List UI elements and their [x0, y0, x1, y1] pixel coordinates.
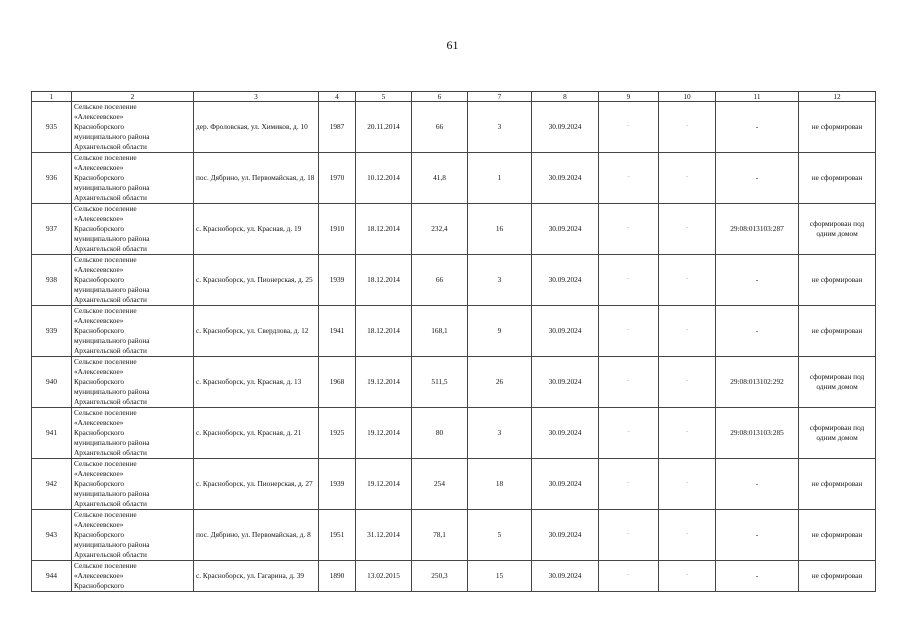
column-header: 12: [799, 92, 876, 102]
land-plot-status-cell: не сформирован: [799, 561, 876, 592]
date-cell: 19.12.2014: [356, 459, 412, 510]
address-cell: пос. Дябрино, ул. Первомайская, д. 18: [194, 153, 319, 204]
year-built-cell: 1987: [319, 102, 356, 153]
deadline-cell: 30.09.2024: [532, 357, 599, 408]
table-row: [32, 357, 876, 408]
residents-cell: 16: [468, 204, 532, 255]
settlement-cell: Сельское поселение «Алексеевское» Красноборского муниципального района Архангельской области: [72, 510, 194, 561]
address-cell: пос. Дябрино, ул. Первомайская, д. 8: [194, 510, 319, 561]
area-cell: 511,5: [412, 357, 468, 408]
year-built-cell: 1939: [319, 255, 356, 306]
column-header: 3: [194, 92, 319, 102]
column-9-cell: -: [599, 102, 659, 153]
column-10-cell: -: [659, 153, 716, 204]
table-row: [32, 153, 876, 204]
column-10-cell: -: [659, 459, 716, 510]
area-cell: 254: [412, 459, 468, 510]
settlement-cell: Сельское поселение «Алексеевское» Красноборского муниципального района Архангельской области: [72, 357, 194, 408]
settlement-cell: Сельское поселение «Алексеевское» Красноборского муниципального района Архангельской области: [72, 102, 194, 153]
area-cell: 78,1: [412, 510, 468, 561]
table-row: [32, 561, 876, 592]
land-plot-status-cell: сформирован под одним домом: [799, 357, 876, 408]
area-cell: 66: [412, 255, 468, 306]
address-cell: дер. Фроловская, ул. Химиков, д. 10: [194, 102, 319, 153]
cadastral-number-cell: 29:08:013103:287: [716, 204, 799, 255]
cadastral-number-cell: 29:08:013103:285: [716, 408, 799, 459]
area-cell: 41,8: [412, 153, 468, 204]
row-number-cell: 938: [32, 255, 72, 306]
settlement-cell: Сельское поселение «Алексеевское» Красноборского муниципального района Архангельской области: [72, 306, 194, 357]
settlement-cell: Сельское поселение «Алексеевское» Красноборского: [72, 561, 194, 592]
year-built-cell: 1939: [319, 459, 356, 510]
date-cell: 20.11.2014: [356, 102, 412, 153]
settlement-cell: Сельское поселение «Алексеевское» Красноборского муниципального района Архангельской области: [72, 459, 194, 510]
residents-cell: 1: [468, 153, 532, 204]
column-header: 10: [659, 92, 716, 102]
row-number-cell: 939: [32, 306, 72, 357]
area-cell: 250,3: [412, 561, 468, 592]
date-cell: 18.12.2014: [356, 204, 412, 255]
table-row: [32, 459, 876, 510]
address-cell: с. Красноборск, ул. Гагарина, д. 39: [194, 561, 319, 592]
housing-register-table: [31, 91, 876, 592]
land-plot-status-cell: сформирован под одним домом: [799, 408, 876, 459]
column-10-cell: -: [659, 510, 716, 561]
residents-cell: 18: [468, 459, 532, 510]
year-built-cell: 1890: [319, 561, 356, 592]
cadastral-number-cell: -: [716, 510, 799, 561]
table-row: [32, 204, 876, 255]
year-built-cell: 1941: [319, 306, 356, 357]
column-9-cell: -: [599, 510, 659, 561]
address-cell: с. Красноборск, ул. Красная, д. 21: [194, 408, 319, 459]
column-header: 1: [32, 92, 72, 102]
deadline-cell: 30.09.2024: [532, 306, 599, 357]
residents-cell: 3: [468, 255, 532, 306]
date-cell: 19.12.2014: [356, 357, 412, 408]
land-plot-status-cell: не сформирован: [799, 102, 876, 153]
cadastral-number-cell: -: [716, 561, 799, 592]
year-built-cell: 1925: [319, 408, 356, 459]
column-header: 9: [599, 92, 659, 102]
date-cell: 18.12.2014: [356, 306, 412, 357]
table-row: [32, 102, 876, 153]
page-number: 61: [446, 38, 459, 52]
area-cell: 66: [412, 102, 468, 153]
row-number-cell: 936: [32, 153, 72, 204]
column-9-cell: -: [599, 255, 659, 306]
column-9-cell: -: [599, 561, 659, 592]
area-cell: 80: [412, 408, 468, 459]
land-plot-status-cell: не сформирован: [799, 255, 876, 306]
column-number-row: [32, 92, 876, 102]
table-row: [32, 510, 876, 561]
date-cell: 18.12.2014: [356, 255, 412, 306]
address-cell: с. Красноборск, ул. Красная, д. 19: [194, 204, 319, 255]
column-9-cell: -: [599, 408, 659, 459]
column-header: 8: [532, 92, 599, 102]
row-number-cell: 944: [32, 561, 72, 592]
address-cell: с. Красноборск, ул. Свердлова, д. 12: [194, 306, 319, 357]
date-cell: 31.12.2014: [356, 510, 412, 561]
column-9-cell: -: [599, 306, 659, 357]
address-cell: с. Красноборск, ул. Пионерская, д. 27: [194, 459, 319, 510]
column-header: 11: [716, 92, 799, 102]
deadline-cell: 30.09.2024: [532, 153, 599, 204]
settlement-cell: Сельское поселение «Алексеевское» Красноборского муниципального района Архангельской области: [72, 153, 194, 204]
column-10-cell: -: [659, 102, 716, 153]
year-built-cell: 1968: [319, 357, 356, 408]
area-cell: 232,4: [412, 204, 468, 255]
residents-cell: 15: [468, 561, 532, 592]
column-9-cell: -: [599, 204, 659, 255]
table-row: [32, 306, 876, 357]
column-9-cell: -: [599, 357, 659, 408]
column-header: 5: [356, 92, 412, 102]
settlement-cell: Сельское поселение «Алексеевское» Красноборского муниципального района Архангельской области: [72, 204, 194, 255]
column-10-cell: -: [659, 408, 716, 459]
column-header: 2: [72, 92, 194, 102]
deadline-cell: 30.09.2024: [532, 408, 599, 459]
residents-cell: 3: [468, 408, 532, 459]
address-cell: с. Красноборск, ул. Пионерская, д. 25: [194, 255, 319, 306]
table-row: [32, 255, 876, 306]
row-number-cell: 943: [32, 510, 72, 561]
row-number-cell: 942: [32, 459, 72, 510]
column-10-cell: -: [659, 357, 716, 408]
residents-cell: 9: [468, 306, 532, 357]
row-number-cell: 941: [32, 408, 72, 459]
residents-cell: 3: [468, 102, 532, 153]
cadastral-number-cell: -: [716, 102, 799, 153]
column-header: 7: [468, 92, 532, 102]
deadline-cell: 30.09.2024: [532, 510, 599, 561]
column-10-cell: -: [659, 204, 716, 255]
deadline-cell: 30.09.2024: [532, 459, 599, 510]
year-built-cell: 1910: [319, 204, 356, 255]
settlement-cell: Сельское поселение «Алексеевское» Красноборского муниципального района Архангельской области: [72, 408, 194, 459]
residents-cell: 5: [468, 510, 532, 561]
land-plot-status-cell: не сформирован: [799, 153, 876, 204]
deadline-cell: 30.09.2024: [532, 102, 599, 153]
cadastral-number-cell: -: [716, 255, 799, 306]
address-cell: с. Красноборск, ул. Красная, д. 13: [194, 357, 319, 408]
date-cell: 10.12.2014: [356, 153, 412, 204]
land-plot-status-cell: не сформирован: [799, 306, 876, 357]
row-number-cell: 937: [32, 204, 72, 255]
date-cell: 19.12.2014: [356, 408, 412, 459]
column-9-cell: -: [599, 459, 659, 510]
land-plot-status-cell: не сформирован: [799, 510, 876, 561]
year-built-cell: 1970: [319, 153, 356, 204]
row-number-cell: 940: [32, 357, 72, 408]
year-built-cell: 1951: [319, 510, 356, 561]
date-cell: 13.02.2015: [356, 561, 412, 592]
cadastral-number-cell: 29:08:013102:292: [716, 357, 799, 408]
area-cell: 168,1: [412, 306, 468, 357]
deadline-cell: 30.09.2024: [532, 204, 599, 255]
cadastral-number-cell: -: [716, 306, 799, 357]
cadastral-number-cell: -: [716, 459, 799, 510]
deadline-cell: 30.09.2024: [532, 255, 599, 306]
column-10-cell: -: [659, 561, 716, 592]
column-10-cell: -: [659, 255, 716, 306]
land-plot-status-cell: сформирован под одним домом: [799, 204, 876, 255]
land-plot-status-cell: не сформирован: [799, 459, 876, 510]
table-row: [32, 408, 876, 459]
column-10-cell: -: [659, 306, 716, 357]
residents-cell: 26: [468, 357, 532, 408]
column-header: 6: [412, 92, 468, 102]
deadline-cell: 30.09.2024: [532, 561, 599, 592]
column-header: 4: [319, 92, 356, 102]
cadastral-number-cell: -: [716, 153, 799, 204]
column-9-cell: -: [599, 153, 659, 204]
settlement-cell: Сельское поселение «Алексеевское» Красноборского муниципального района Архангельской области: [72, 255, 194, 306]
row-number-cell: 935: [32, 102, 72, 153]
